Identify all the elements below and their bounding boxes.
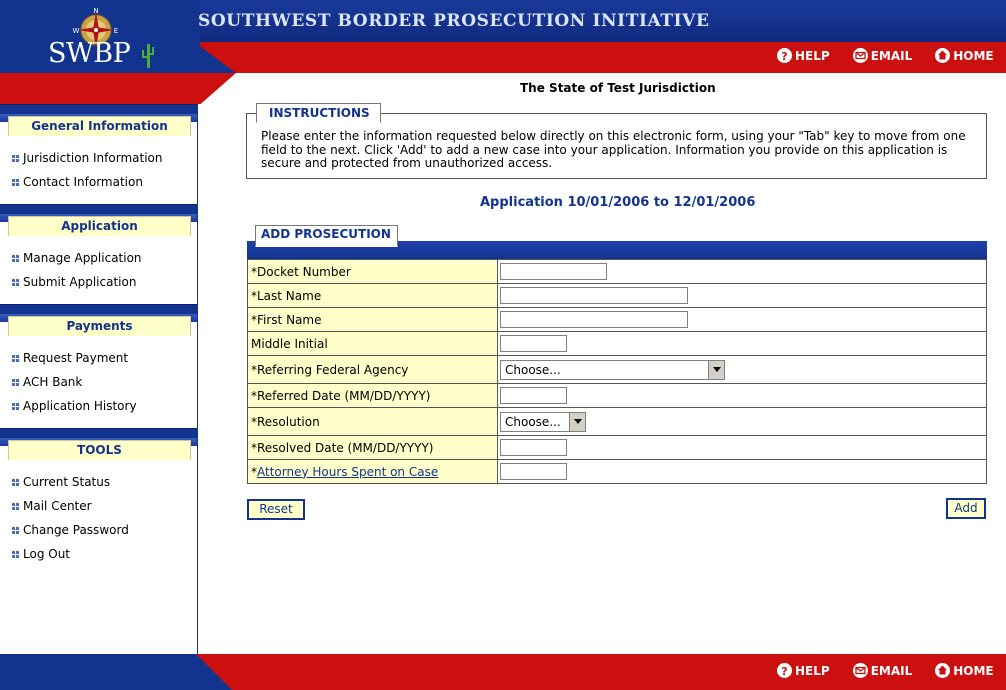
compass-w-label: W <box>72 27 80 35</box>
application-period: Application 10/01/2006 to 12/01/2006 <box>480 195 756 210</box>
resolution-select[interactable] <box>500 412 586 432</box>
nav-section-cap <box>0 428 197 438</box>
email-icon <box>852 662 869 679</box>
bullet-grip-icon <box>12 403 19 410</box>
form-row-docket-number <box>248 260 987 284</box>
bullet-grip-icon <box>12 155 19 162</box>
help-link-label: HELP <box>795 48 830 63</box>
chevron-down-icon <box>569 413 585 431</box>
nav-section <box>0 428 197 566</box>
nav-section <box>0 304 197 418</box>
svg-text:?: ? <box>781 665 788 678</box>
docket-number-label: *Docket Number <box>248 260 498 284</box>
compass-e-label: E <box>113 27 119 35</box>
sidebar-item-label: Request Payment <box>23 351 129 365</box>
nav-section <box>0 204 197 294</box>
resolved-date-label: *Resolved Date (MM/DD/YYYY) <box>248 436 498 460</box>
add-prosecution-tab: ADD PROSECUTION <box>255 225 398 247</box>
header-links <box>776 47 994 64</box>
nav-section-title: General Information <box>8 116 191 136</box>
email-icon <box>852 47 869 64</box>
attorney-hours-input[interactable] <box>500 463 567 480</box>
form-row-first-name <box>248 308 987 332</box>
form-row-referred-date <box>248 384 987 408</box>
bullet-grip-icon <box>12 355 19 362</box>
sidebar-item-label: Change Password <box>23 523 129 537</box>
form-row-resolved-date <box>248 436 987 460</box>
footer-home-link[interactable] <box>934 662 993 679</box>
form-row-middle-initial <box>248 332 987 356</box>
footer-email-link[interactable] <box>852 662 913 679</box>
sidebar-item[interactable] <box>0 370 197 394</box>
first-name-label: *First Name <box>248 308 498 332</box>
bullet-grip-icon <box>12 551 19 558</box>
referring-agency-selected: Choose... <box>505 362 561 377</box>
help-link[interactable] <box>776 47 830 64</box>
bullet-grip-icon <box>12 279 19 286</box>
add-prosecution-form <box>247 259 987 484</box>
compass-n-label: N <box>93 7 99 15</box>
logo-text: SWBP <box>48 38 131 69</box>
referring-agency-label: *Referring Federal Agency <box>248 356 498 384</box>
sidebar-item-label: Jurisdiction Information <box>23 151 163 165</box>
form-row-attorney-hours <box>248 460 987 484</box>
sidebar-item[interactable] <box>0 494 197 518</box>
home-link[interactable] <box>934 47 993 64</box>
help-icon <box>776 662 793 679</box>
sidebar-item[interactable] <box>0 542 197 566</box>
reset-button[interactable]: Reset <box>247 499 305 520</box>
last-name-input[interactable] <box>500 287 688 304</box>
attorney-hours-label-cell <box>248 460 498 484</box>
bullet-grip-icon <box>12 379 19 386</box>
bullet-grip-icon <box>12 479 19 486</box>
footer-links <box>776 662 994 679</box>
nav-section-cap <box>0 304 197 314</box>
instructions-label: INSTRUCTIONS <box>256 103 381 123</box>
add-button[interactable]: Add <box>946 498 986 519</box>
sidebar-item-label: Application History <box>23 399 137 413</box>
email-link-label: EMAIL <box>870 48 913 63</box>
home-link-label: HOME <box>953 48 994 63</box>
instructions-text: Please enter the information requested below directly on this electronic form, using your "Tab" key to move from one field to the next. Click 'Add' to add a new case into your application. Information you provide on this application is secure and protected from unauthorized access. <box>261 129 966 170</box>
sidebar-item-label: Submit Application <box>23 275 137 289</box>
swbp-logo[interactable] <box>44 4 164 74</box>
middle-initial-label: Middle Initial <box>248 332 498 356</box>
footer-home-label: HOME <box>953 663 994 678</box>
sidebar-item-label: Contact Information <box>23 175 143 189</box>
sidebar-item[interactable] <box>0 146 197 170</box>
nav-section <box>0 104 197 194</box>
nav-section-cap <box>0 204 197 214</box>
svg-text:?: ? <box>781 50 788 63</box>
bullet-grip-icon <box>12 527 19 534</box>
main-content <box>198 73 1006 654</box>
sidebar-item[interactable] <box>0 246 197 270</box>
sidebar-item-label: Mail Center <box>23 499 92 513</box>
last-name-label: *Last Name <box>248 284 498 308</box>
docket-number-input[interactable] <box>500 263 607 280</box>
form-row-resolution <box>248 408 987 436</box>
sidebar <box>0 104 198 654</box>
email-link[interactable] <box>852 47 913 64</box>
resolution-selected: Choose... <box>505 414 561 429</box>
first-name-input[interactable] <box>500 311 688 328</box>
bullet-grip-icon <box>12 255 19 262</box>
bullet-grip-icon <box>12 179 19 186</box>
resolved-date-input[interactable] <box>500 439 567 456</box>
attorney-hours-link[interactable]: Attorney Hours Spent on Case <box>257 464 439 479</box>
sidebar-item-label: Manage Application <box>23 251 142 265</box>
middle-initial-input[interactable] <box>500 335 567 352</box>
cactus-icon <box>142 42 154 68</box>
referred-date-label: *Referred Date (MM/DD/YYYY) <box>248 384 498 408</box>
footer-email-label: EMAIL <box>870 663 913 678</box>
site-title: SOUTHWEST BORDER PROSECUTION INITIATIVE <box>198 11 710 31</box>
footer-help-link[interactable] <box>776 662 830 679</box>
nav-section-title: Application <box>8 216 191 236</box>
referred-date-input[interactable] <box>500 387 567 404</box>
form-row-referring-agency <box>248 356 987 384</box>
sidebar-item-label: Log Out <box>23 547 71 561</box>
referring-agency-select[interactable] <box>500 360 725 380</box>
resolution-label: *Resolution <box>248 408 498 436</box>
footer-help-label: HELP <box>795 663 830 678</box>
attorney-hours-required-mark: * <box>251 464 257 479</box>
sidebar-item-label: ACH Bank <box>23 375 83 389</box>
sidebar-item[interactable] <box>0 518 197 542</box>
sidebar-item[interactable] <box>0 394 197 418</box>
sidebar-item-label: Current Status <box>23 475 111 489</box>
home-icon <box>934 662 951 679</box>
nav-section-title: TOOLS <box>8 440 191 460</box>
sidebar-item[interactable] <box>0 470 197 494</box>
footer <box>0 654 1006 690</box>
sidebar-item[interactable] <box>0 270 197 294</box>
bullet-grip-icon <box>12 503 19 510</box>
sidebar-item[interactable] <box>0 346 197 370</box>
form-row-last-name <box>248 284 987 308</box>
sidebar-item[interactable] <box>0 170 197 194</box>
jurisdiction-title: The State of Test Jurisdiction <box>520 81 716 95</box>
nav-section-cap <box>0 104 197 114</box>
home-icon <box>934 47 951 64</box>
help-icon <box>776 47 793 64</box>
chevron-down-icon <box>708 361 724 379</box>
nav-section-title: Payments <box>8 316 191 336</box>
